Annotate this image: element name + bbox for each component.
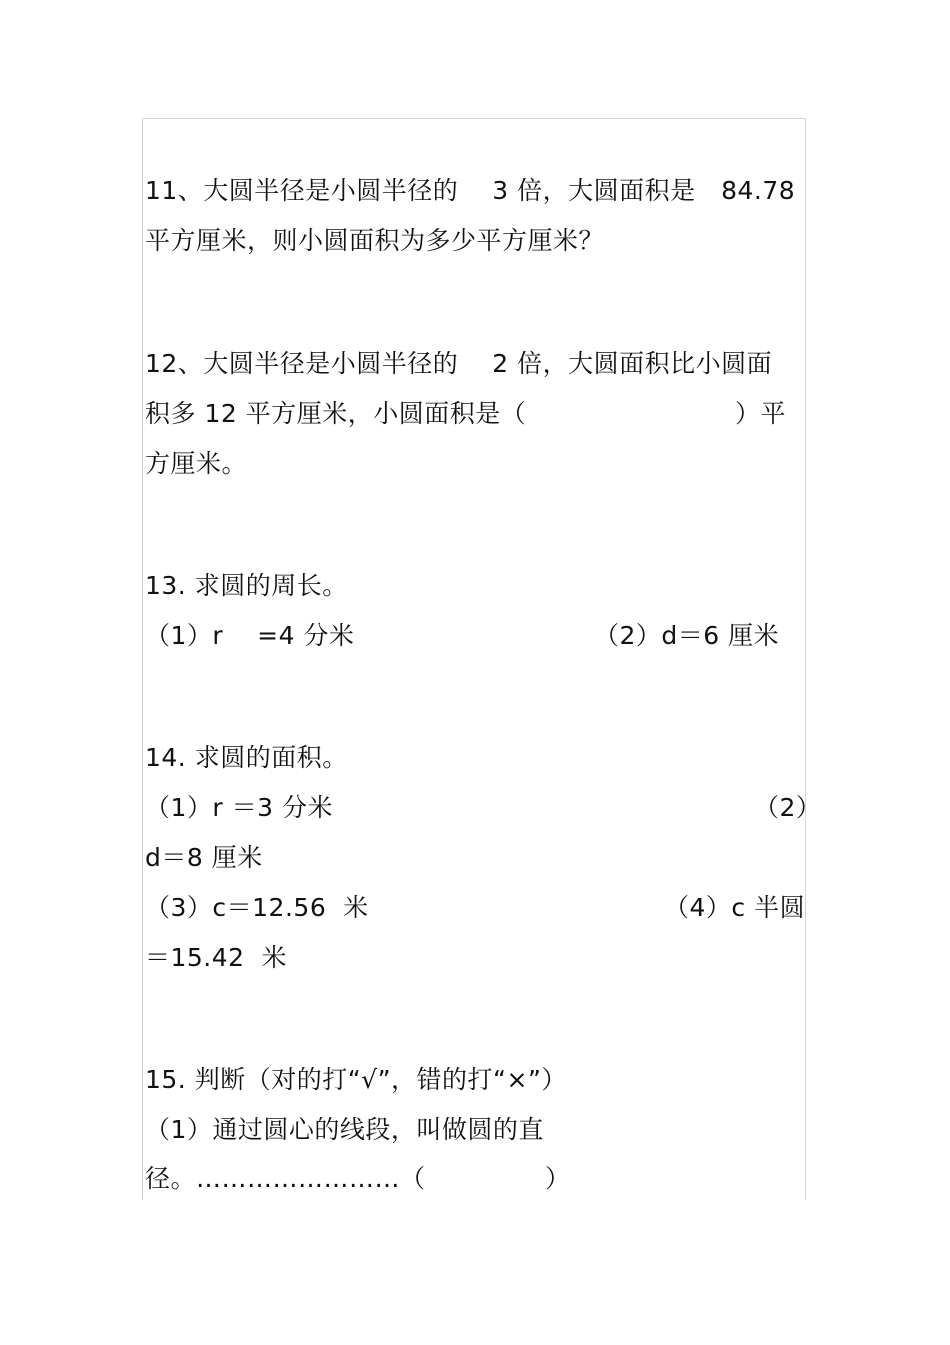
q11-line1: 11、大圆半径是小圆半径的 3 倍，大圆面积是 84.78	[145, 176, 796, 205]
q15-item1-line1: （1）通过圆心的线段，叫做圆的直	[145, 1115, 544, 1144]
q14-item4-rest: ＝15.42 米	[145, 943, 287, 972]
q14-item2-number: （2）	[754, 793, 822, 822]
q14-item4-start: （4）c 半圆	[664, 893, 806, 922]
q15-item1-line2-end: ）	[545, 1164, 571, 1193]
q12-line2-start: 积多 12 平方厘米，小圆面积是（	[145, 399, 527, 428]
q13-title: 13. 求圆的周长。	[145, 571, 348, 600]
q14-item3: （3）c＝12.56 米	[145, 893, 369, 922]
q12-line2-end: ）平	[735, 399, 787, 428]
q14-title: 14. 求圆的面积。	[145, 743, 348, 772]
page-frame	[142, 118, 806, 1200]
q11-line2: 平方厘米，则小圆面积为多少平方厘米？	[145, 226, 605, 255]
q12-line1: 12、大圆半径是小圆半径的 2 倍，大圆面积比小圆面	[145, 349, 773, 378]
q13-item2: （2）d＝6 厘米	[594, 621, 780, 650]
q14-item1: （1）r ＝3 分米	[145, 793, 333, 822]
q12-line3: 方厘米。	[145, 449, 248, 478]
q13-item1: （1）r =4 分米	[145, 621, 355, 650]
q15-title: 15. 判断（对的打“√”，错的打“×”）	[145, 1065, 567, 1094]
q15-item1-line2-start: 径。……………………（	[145, 1164, 426, 1193]
q14-item2-rest: d＝8 厘米	[145, 843, 263, 872]
